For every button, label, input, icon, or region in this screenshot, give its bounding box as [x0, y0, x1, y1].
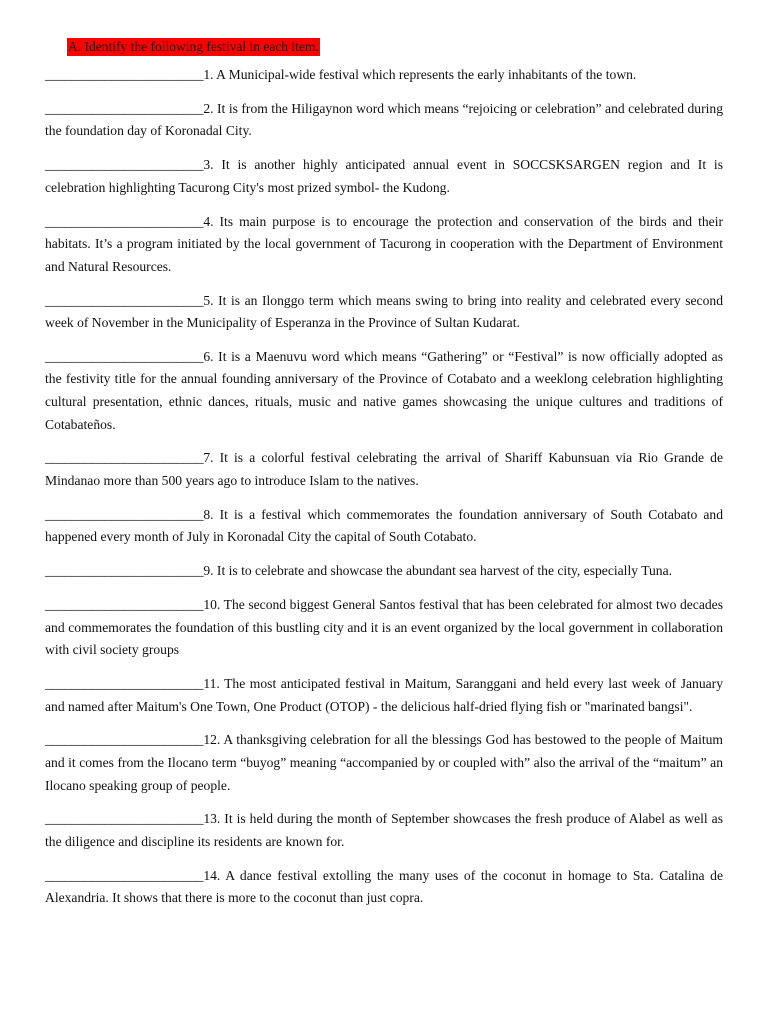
answer-blank[interactable]: ________________________ — [45, 811, 204, 827]
answer-blank[interactable]: ________________________ — [45, 506, 204, 522]
answer-blank[interactable]: ________________________ — [45, 867, 204, 883]
question-text: 10. The second biggest General Santos festival that has been celebrated for almost two decades and commemorates the foundation of this bustling city and it is an event organized by the local government in collaboration with civil society groups — [45, 596, 723, 658]
question-item — [45, 64, 723, 87]
answer-blank[interactable]: ________________________ — [45, 157, 204, 173]
question-item — [45, 560, 723, 583]
question-text: 8. It is a festival which commemorates the foundation anniversary of South Cotabato and happened every month of July in Koronadal City the capital of South Cotabato. — [45, 506, 723, 545]
question-text: 7. It is a colorful festival celebrating the arrival of Shariff Kabunsuan via Rio Grande de Mindanao more than 500 years ago to introduce Islam to the natives. — [45, 450, 723, 489]
question-item — [45, 290, 723, 335]
answer-blank[interactable]: ________________________ — [45, 292, 204, 308]
question-item — [45, 211, 723, 279]
answer-blank[interactable]: ________________________ — [45, 675, 204, 691]
question-text: 9. It is to celebrate and showcase the abundant sea harvest of the city, especially Tuna. — [203, 563, 673, 579]
answer-blank[interactable]: ________________________ — [45, 563, 204, 579]
question-item — [45, 594, 723, 662]
question-item — [45, 865, 723, 910]
answer-blank[interactable]: ________________________ — [45, 450, 204, 466]
question-text: 6. It is a Maenuvu word which means “Gathering” or “Festival” is now officially adopted as the festivity title for the annual founding anniversary of the Province of Cotabato and a weeklong celebration highlighting cultural presentation, ethnic dances, rituals, music and native games showcasing the unique cultures and traditions of Cotabateños. — [45, 348, 723, 432]
question-text: 3. It is another highly anticipated annual event in SOCCSKSARGEN region and It is celebration highlighting Tacurong City's most prized symbol- the Kudong. — [45, 157, 723, 195]
section-heading: A. Identify the following festival in each item. — [68, 39, 319, 54]
question-text: 14. A dance festival extolling the many uses of the coconut in homage to Sta. Catalina de Alexandria. It shows that there is more to the coconut than just copra. — [45, 867, 723, 906]
question-item — [45, 504, 723, 549]
question-item — [45, 729, 723, 797]
question-item — [45, 154, 723, 199]
question-text: 1. A Municipal-wide festival which represents the early inhabitants of the town. — [203, 67, 637, 82]
question-text: 12. A thanksgiving celebration for all the blessings God has bestowed to the people of Maitum and it comes from the Ilocano term “buyog” meaning “accompanied by or coupled with” also the arrival of the “maitum” an Ilocano speaking group of people. — [45, 732, 723, 793]
question-item — [45, 98, 723, 143]
question-item — [45, 673, 723, 718]
answer-blank[interactable]: ________________________ — [45, 213, 204, 229]
question-item — [45, 447, 723, 492]
question-text: 13. It is held during the month of September showcases the fresh produce of Alabel as well as the diligence and discipline its residents are known for. — [45, 811, 723, 849]
answer-blank[interactable]: ________________________ — [45, 348, 204, 364]
question-item — [45, 346, 723, 436]
answer-blank[interactable]: ________________________ — [45, 732, 204, 748]
question-text: 4. Its main purpose is to encourage the protection and conservation of the birds and their habitats. It’s a program initiated by the local government of Tacurong in cooperation with the Department of Environment and Natural Resources. — [45, 213, 723, 274]
answer-blank[interactable]: ________________________ — [45, 596, 204, 612]
question-list — [45, 64, 723, 921]
answer-blank[interactable]: ________________________ — [45, 67, 204, 82]
answer-blank[interactable]: ________________________ — [45, 100, 204, 116]
question-item — [45, 808, 723, 853]
question-text: 11. The most anticipated festival in Maitum, Saranggani and held every last week of January and named after Maitum's One Town, One Product (OTOP) - the delicious half-dried flying fish or "marinated bangsi". — [45, 675, 723, 714]
question-text: 2. It is from the Hiligaynon word which means “rejoicing or celebration” and celebrated during the foundation day of Koronadal City. — [45, 100, 723, 139]
question-text: 5. It is an Ilonggo term which means swing to bring into reality and celebrated every second week of November in the Municipality of Esperanza in the Province of Sultan Kudarat. — [45, 292, 723, 331]
